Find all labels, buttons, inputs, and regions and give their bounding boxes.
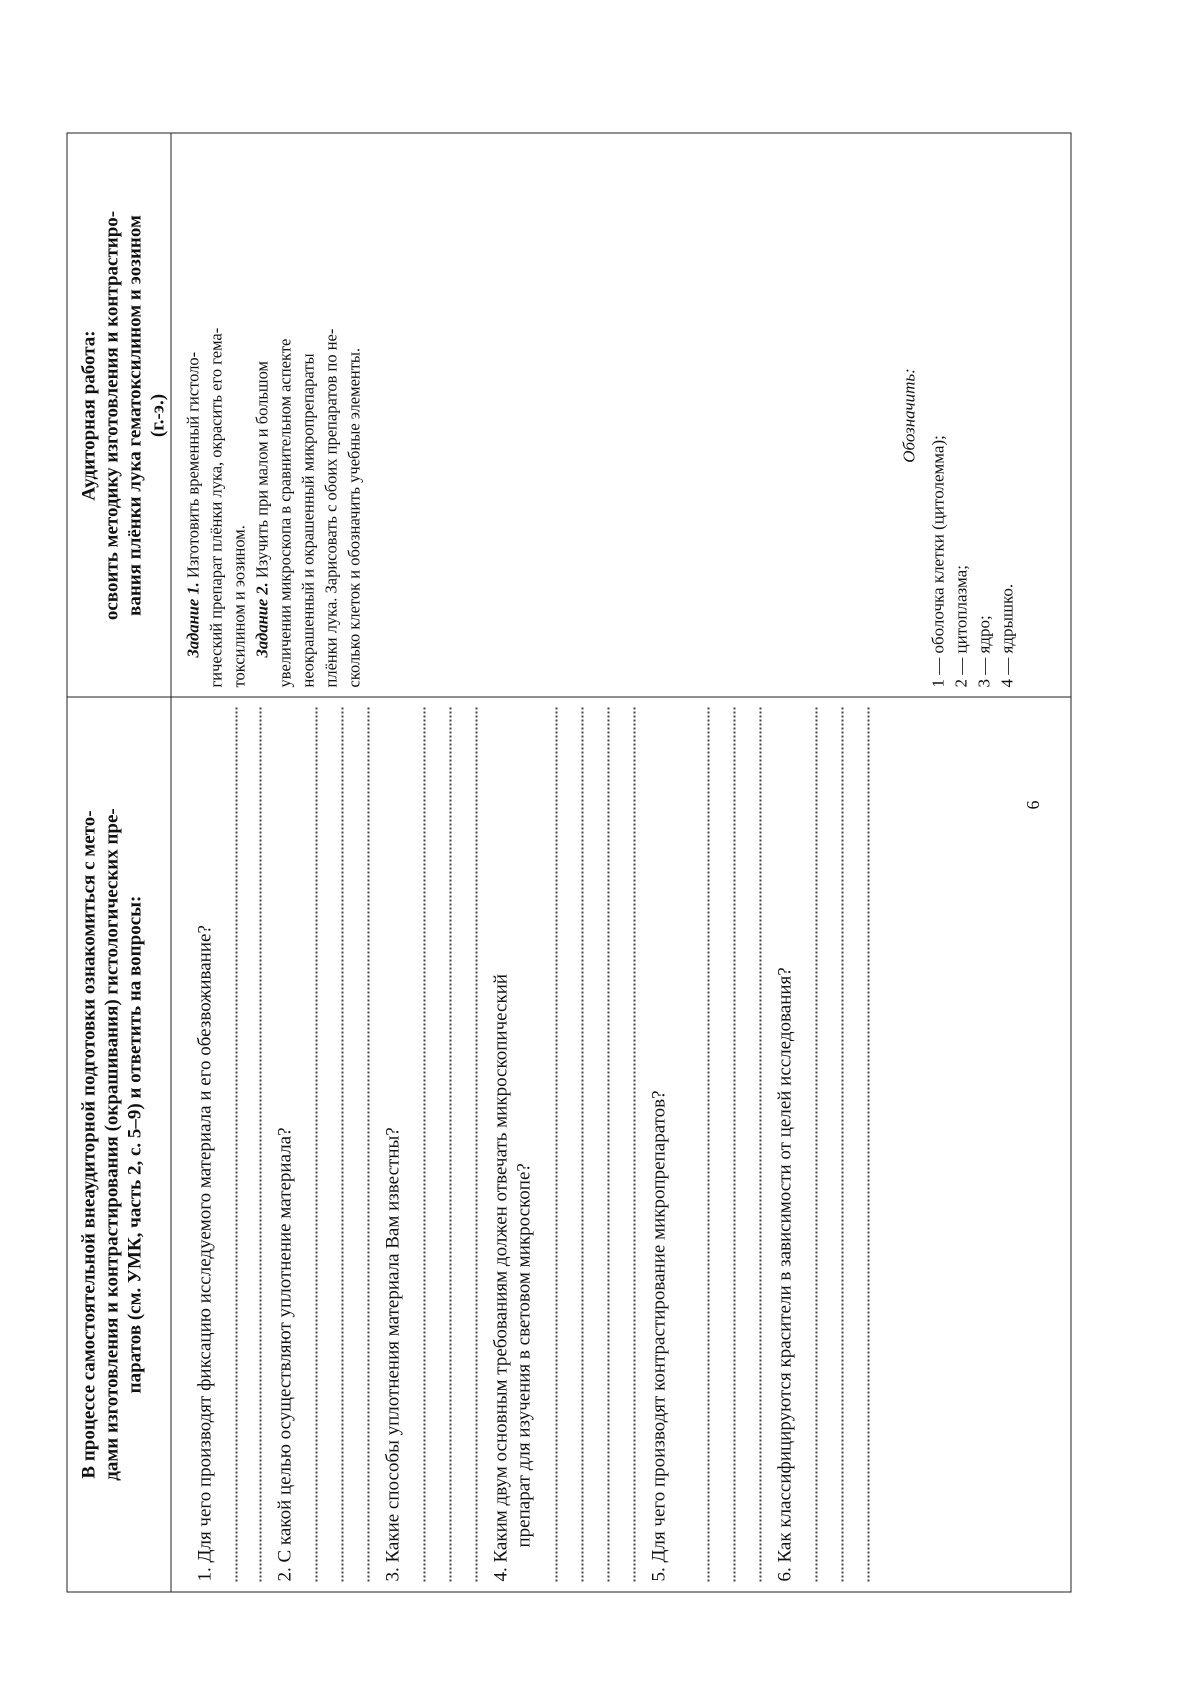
questions-area — [172, 698, 1071, 1592]
legend-item: 4 — ядрышко. — [997, 583, 1017, 688]
task-1 — [182, 144, 251, 688]
task-text: Изучить при малом и большом — [252, 361, 272, 579]
question-text: 2. С какой целью осуществляют уплотнение материала? — [274, 1127, 296, 1582]
question-2 — [274, 708, 297, 1582]
answer-line[interactable] — [758, 708, 762, 1582]
question-6 — [774, 708, 797, 1582]
answer-line[interactable] — [234, 708, 238, 1582]
legend-item: 2 — цитоплазма; — [951, 565, 971, 688]
answer-line[interactable] — [706, 708, 710, 1582]
answer-line[interactable] — [732, 708, 736, 1582]
task-text: неокрашенный и окрашенный микропрепараты — [298, 353, 318, 688]
task-text: Изготовить временный гистоло- — [183, 351, 203, 579]
answer-line[interactable] — [366, 708, 370, 1582]
legend-list — [927, 435, 1019, 687]
answer-line[interactable] — [866, 708, 870, 1582]
question-text: 1. Для чего производят фиксацию исследуемого материала и его обезвоживание? — [194, 925, 216, 1582]
question-text: 5. Для чего производят контрастирование микропрепаратов? — [648, 1090, 670, 1582]
answer-line[interactable] — [448, 708, 452, 1582]
answer-line[interactable] — [840, 708, 844, 1582]
answer-line[interactable] — [632, 708, 636, 1582]
rotated-worksheet — [67, 133, 1072, 1593]
answer-line[interactable] — [314, 708, 318, 1582]
legend-item: 3 — ядро; — [974, 615, 994, 688]
question-text: препарат для изучения в световом микроскопе? — [513, 1163, 535, 1548]
answer-line[interactable] — [580, 708, 584, 1582]
self-study-header — [68, 698, 172, 1592]
task-title: Задание 2. — [252, 582, 272, 658]
task-text: сколько клеток и обозначить учебные элементы. — [344, 347, 364, 688]
question-1 — [194, 708, 217, 1582]
question-text: 3. Какие способы уплотнения материала Вам известны? — [382, 1127, 404, 1582]
tasks-area — [172, 134, 1071, 698]
task-text: увеличении микроскопа в сравнительном аспекте — [275, 338, 295, 688]
question-5 — [648, 708, 671, 1582]
answer-line[interactable] — [258, 708, 262, 1582]
answer-line[interactable] — [606, 708, 610, 1582]
question-text: 4. Каким двум основным требованиям должен отвечать микроскопический — [490, 973, 512, 1582]
question-3 — [382, 708, 405, 1582]
question-text: 6. Как классифицируются красители в зависимости от целей исследования? — [774, 967, 796, 1582]
header-line: В процессе самостоятельной внеаудиторной подготовки ознакомиться с мето- — [78, 810, 100, 1479]
header-line: дами изготовления и контрастирования (окрашивания) гистологических пре- — [101, 808, 123, 1481]
classroom-work-header — [68, 134, 172, 698]
task-text: токсилином и эозином. — [229, 525, 249, 688]
header-line: (г.-э.) — [147, 393, 169, 438]
page-number: 6 — [1023, 800, 1043, 810]
header-line: освоить методику изготовления и контрастиро- — [101, 210, 123, 621]
self-study-column — [68, 697, 1071, 1592]
task-text: гический препарат плёнки лука, окрасить его гема- — [206, 327, 226, 688]
task-title: Задание 1. — [183, 582, 203, 658]
header-line: Аудиторная работа: — [78, 330, 100, 501]
question-4 — [490, 708, 536, 1582]
task-text: плёнки лука. Зарисовать с обоих препаратов по не- — [321, 328, 341, 688]
answer-line[interactable] — [474, 708, 478, 1582]
legend-title: Обозначить: — [899, 368, 919, 463]
header-line: паратов (см. УМК, часть 2, с. 5–9) и ответить на вопросы: — [124, 895, 146, 1394]
answer-line[interactable] — [422, 708, 426, 1582]
answer-line[interactable] — [340, 708, 344, 1582]
worksheet-table — [67, 133, 1072, 1593]
answer-line[interactable] — [554, 708, 558, 1582]
task-2 — [251, 144, 366, 688]
classroom-work-column — [68, 134, 1071, 698]
header-line: вания плёнки лука гематоксилином и эозином — [124, 215, 146, 616]
legend-item: 1 — оболочка клетки (цитолемма); — [928, 435, 948, 688]
answer-line[interactable] — [814, 708, 818, 1582]
